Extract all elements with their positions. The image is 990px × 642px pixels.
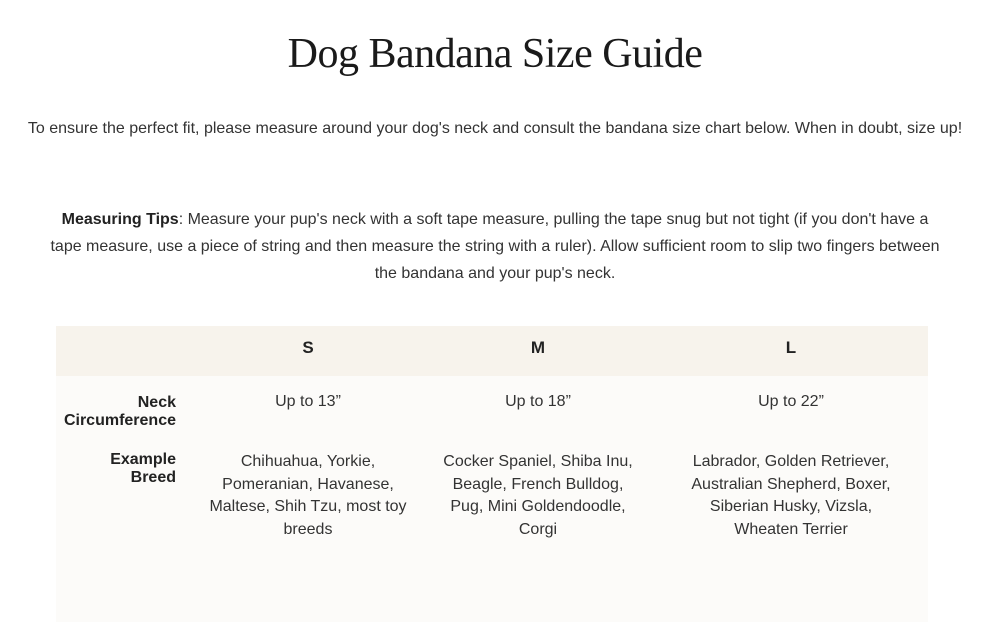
measuring-tips-label: Measuring Tips — [61, 211, 179, 228]
row-label-line: Breed — [130, 469, 176, 486]
size-header-s: S — [302, 338, 314, 357]
intro-text: To ensure the perfect fit, please measure around your dog's neck and consult the bandana size chart below. When in doubt, size up! — [27, 120, 963, 137]
measuring-tips — [50, 206, 940, 287]
cell-breed-s: Chihuahua, Yorkie, Pomeranian, Havanese, Maltese, Shih Tzu, most toy breeds — [209, 453, 407, 538]
row-label-example-breed — [36, 451, 176, 487]
row-label-line: Neck — [137, 394, 176, 411]
row-label-line: Example — [110, 451, 176, 468]
cell-breed-m: Cocker Spaniel, Shiba Inu, Beagle, French Bulldog, Pug, Mini Goldendoodle, Corgi — [443, 453, 633, 538]
size-table-header — [56, 326, 928, 376]
cell-neck-s: Up to 13” — [275, 393, 341, 410]
cell-neck-m: Up to 18” — [505, 393, 571, 410]
size-header-m: M — [530, 338, 546, 357]
row-label-neck-circumference — [36, 394, 176, 430]
measuring-tips-text: : Measure your pup's neck with a soft tape measure, pulling the tape snug but not tight (if you don't have a tape measure, use a piece of string and then measure the string with a ruler). Allow sufficient room to slip two fingers between the bandana and your pup's neck. — [50, 211, 940, 282]
size-header-l: L — [785, 338, 797, 357]
cell-breed-l: Labrador, Golden Retriever, Australian Shepherd, Boxer, Siberian Husky, Vizsla, Wheaten Terrier — [691, 453, 891, 538]
cell-neck-l: Up to 22” — [758, 393, 824, 410]
row-label-line: Circumference — [63, 412, 176, 429]
size-table — [56, 326, 928, 622]
page-title: Dog Bandana Size Guide — [287, 31, 703, 77]
